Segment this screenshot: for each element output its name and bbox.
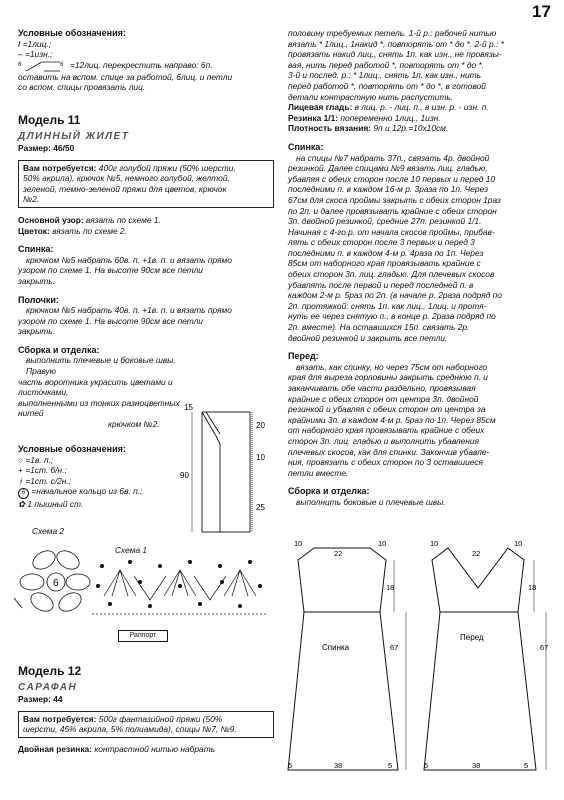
legend2-sc: + =1ст. б/н.; — [18, 465, 67, 476]
assembly-text — [18, 355, 198, 429]
back-dim: 10 — [294, 540, 303, 548]
front-line: сторон 3п. лиц. гладью и выполнить убавления — [288, 435, 480, 446]
front-instructions — [288, 362, 534, 479]
model11-materials-box — [18, 160, 274, 208]
vest-dim: 90 — [180, 471, 189, 480]
materials2-line: шерсти, 45% акрила, 5% полиамида), спицы №7, №9. — [23, 724, 237, 735]
back-line: 3п. двойной резинкой, средние 27п. резинкой 1/1. — [288, 216, 482, 227]
vest-dim: 20 — [256, 421, 265, 430]
materials-line: зеленой, темно-зеленой пряжи для цветов, крючок — [23, 183, 227, 194]
model12-materials-box — [18, 711, 274, 738]
back-line: 2п. вместе). На оставшихся 15п. связать 2р. — [288, 322, 470, 333]
materials-line: 400г голубой пряжи (50% шерсти, — [98, 162, 236, 173]
cable-cross-icon — [24, 60, 64, 72]
model11-name: ДЛИННЫЙ ЖИЛЕТ — [18, 130, 130, 142]
back-line: Начиная с 4-го р. от начала скосов проймы, прибав- — [288, 226, 495, 237]
legend2-puff: ✿ 1 пышный ст. — [18, 499, 84, 510]
front-piece-label: Перед — [460, 633, 484, 642]
back-line: 85см от наборного края провязывать крайние с — [288, 258, 481, 269]
legend-item-purl: – =1изн.; — [18, 49, 53, 60]
model11-title: Модель 11 — [18, 112, 81, 127]
flower-line: Цветок: вязать по схеме 2. — [18, 225, 127, 236]
back-line: лять с обеих сторон после 3 первых и перед 3 — [288, 237, 475, 248]
vest-body-outline — [202, 412, 250, 532]
front-dim: 18 — [528, 583, 537, 592]
back-dim: 38 — [334, 761, 343, 770]
ring-icon: 6 — [18, 488, 29, 499]
right-column — [288, 28, 534, 508]
back-dim: 10 — [378, 540, 387, 548]
back-line: двойной резинкой и закрыть все петли. — [288, 332, 448, 343]
front-line: плечевых скосов, как для спинки. Закончив убавле- — [288, 446, 490, 457]
legend2-dc2: ᚼ =1ст. с/2н.; — [18, 475, 72, 486]
scheme2-label: Схема 2 — [32, 526, 65, 536]
back-dim: 5 — [388, 761, 393, 770]
back-line: узором по схеме 1. На высоте 90см все петли — [18, 265, 203, 276]
legend2 — [18, 444, 178, 510]
scheme1-label: Схема 1 — [115, 545, 148, 555]
vest-diagram — [180, 398, 280, 548]
front-dim: 5 — [424, 761, 429, 770]
model12-name: САРАФАН — [18, 682, 78, 693]
model12-title: Модель 12 — [18, 664, 82, 678]
rib-line: Двойная резинка: контрастной нитью набрать — [18, 743, 216, 754]
intro-line: провязать накид лиц., снять 1п. как изн., не провязы- — [288, 49, 502, 60]
back-dim: 18 — [386, 583, 395, 592]
front-line: крайними 3п. в каждом 4-м р. 5раз по 1п. Через 85см — [288, 414, 496, 425]
back-piece-outline — [288, 548, 398, 770]
intro-line: перед работой *, повторять от * до *, в готовой — [288, 80, 486, 91]
back-heading: Спинка: — [18, 244, 54, 255]
scheme2-flower — [12, 538, 102, 618]
cable-text-3: со вспом. спицы провязать лиц. — [18, 82, 146, 93]
front-dim: 22 — [472, 549, 481, 558]
vest-dim: 10 — [256, 453, 265, 462]
legend2-title: Условные обозначения: — [18, 444, 126, 454]
front-line: заканчивать обе части раздельно, провязывая — [288, 383, 476, 393]
intro-line: вая, нить перед работой *, повторять от * до *. — [288, 59, 485, 70]
back-dim: 22 — [334, 549, 343, 558]
back-line: обеих сторон 3п. лиц. гладью. Для плечевых скосов — [288, 269, 495, 280]
front-line: петли вместе. — [288, 467, 349, 478]
back-line: на спицы №7 набрать 37п., связать 4р. двойной — [296, 152, 490, 163]
back-line: крючком №5 набрать 60в. п. +1в. п. и вязать прямо — [26, 254, 232, 265]
gauge-line: Плотность вязания: 9п и 12р.=10х10см. — [288, 123, 449, 134]
front-dim: 10 — [430, 540, 439, 548]
back-line: по 2п. и далее провязывать крайние с обеих сторон — [288, 205, 497, 216]
back-line: убавлять после первой и перед последней п. в — [288, 279, 474, 290]
page-number: 17 — [532, 2, 551, 21]
assembly-line: крючком №2. — [108, 419, 160, 430]
front-dim: 38 — [472, 761, 481, 770]
back-line: закрыть. — [18, 275, 55, 286]
vest-dim: 15 — [184, 403, 193, 412]
front-dim: 5 — [524, 761, 529, 770]
materials-line: №2. — [23, 194, 40, 205]
front-line: от наборного края провязывать крайние с обеих — [288, 425, 485, 436]
fronts-heading: Полочки: — [18, 294, 59, 305]
cable-count-left: 6 — [18, 61, 22, 68]
rapport-box: Раппорт — [118, 630, 168, 642]
back-dim: 5 — [288, 761, 293, 770]
legend2-chain: ○ =1в. п.; — [18, 454, 54, 465]
back-line: последними п. в каждом 16-м р. 3раза по 1п. Через — [288, 184, 489, 195]
intro-line: половину требуемых петель. 1-й р.: рабочей нитью — [288, 28, 497, 38]
assembly-text-2: выполнить боковые и плечевые швы. — [296, 496, 446, 507]
scheme2-center-number: 6 — [53, 578, 59, 589]
materials2-label: Вам потребуется: — [23, 713, 97, 724]
back-line: резинкой. Далее спицами №9 вязать лиц. гладью, — [288, 163, 488, 174]
assembly-line: часть воротника украсить цветами и листочками, — [18, 376, 173, 398]
stockinette-line: Лицевая гладь: в лиц. р. - лиц. п., в изн. р. - изн. п. — [288, 102, 489, 113]
intro-line: вязать * 1лиц., 1накид *, повторять от * до *. 2-й р.: * — [288, 38, 504, 49]
assembly-line: выполнить плечевые и боковые швы. Правую — [26, 355, 176, 377]
fronts-line: узором по схеме 1. На высоте 90см все петли — [18, 315, 203, 326]
fronts-line: закрыть. — [18, 326, 55, 337]
legend-title: Условные обозначения: — [18, 28, 126, 38]
model12-size: Размер: 44 — [18, 694, 63, 704]
legend-item-cable — [18, 60, 274, 72]
back-instructions — [288, 153, 534, 344]
materials2-line: 500г фантазийной пряжи (50% — [98, 713, 223, 724]
back-line: убавляя с обеих сторон после 10 первых и перед 10 — [288, 173, 496, 184]
front-heading: Перед: — [288, 351, 319, 362]
materials-line: 50% акрила), крючок №5, немного голубой, желтой, — [23, 173, 230, 184]
front-dim: 10 — [514, 540, 523, 548]
back-dim: 67 — [390, 643, 399, 652]
front-line: края для выреза горловины закрыть среднюю п. и — [288, 372, 488, 383]
back-line: последними п. в каждом 4-м р. 4раза по 1п. Через — [288, 247, 484, 258]
assembly-line: выполненными из тонких разноцветных нитей — [18, 397, 180, 419]
sundress-pattern — [282, 540, 560, 780]
materials-label: Вам потребуется: — [23, 162, 97, 173]
legend2-ring: 6 =начальное кольцо из 6в. п.; — [18, 486, 178, 499]
scheme1-diagram — [90, 556, 270, 628]
cable-text-2: оставить на вспом. спице за работой, 6лиц. и петли — [18, 71, 233, 82]
vest-dim: 25 — [256, 503, 265, 512]
front-line: резинкой и убавляя с обеих сторон от центра за — [288, 404, 486, 415]
assembly-heading: Сборка и отделка: — [18, 344, 100, 355]
intro-line: детали контрастную нить распустить. — [288, 91, 454, 102]
front-piece-outline — [424, 548, 536, 770]
cable-text: =12лиц. перекрестить направо: 6п. — [70, 59, 213, 70]
model11-size: Размер: 46/50 — [18, 142, 75, 153]
back-piece-label: Спинка — [322, 643, 350, 652]
back-line: нуть ее через снятую п., в конце р. 2раза подряд по — [288, 311, 496, 322]
front-line: вязать, как спинку, но через 75см от наборного — [296, 361, 488, 372]
front-line: ния, провязать с обеих сторон по 3 оставшиеся — [288, 457, 484, 468]
back-line: 2п. протяжкой: снять 1п. как лиц., 1лиц. и протя- — [288, 300, 487, 311]
intro-line: 3-й и послед. р.: * 1лиц., снять 1п. как изн., нить — [288, 70, 482, 81]
back-line: каждом 2-м р. 5раз по 2п. (в начале р. 2раза подряд по — [288, 290, 502, 301]
legend-item-knit: I =1лиц.; — [18, 38, 52, 49]
back-line: 67см для скоса проймы закрыть с обеих сторон 1раз — [288, 194, 501, 205]
back-heading-2: Спинка: — [288, 141, 324, 152]
assembly-heading-2: Сборка и отделка: — [288, 486, 370, 497]
fronts-line: крючком №5 набрать 40в. п. +1в. п. и вязать прямо — [26, 305, 232, 316]
model12-section — [18, 664, 274, 754]
pattern-line: Основной узор: вязать по схеме 1. — [18, 214, 161, 225]
purl-symbol: – — [18, 49, 23, 60]
cable-count-right: 6 — [60, 61, 64, 68]
knit-symbol: I — [18, 38, 21, 49]
left-column — [18, 28, 274, 430]
rib11-line: Резинка 1/1: попеременно 1лиц., 1изн. — [288, 112, 441, 123]
front-dim: 67 — [540, 643, 549, 652]
front-line: крайние с обеих сторон от центра 3п. двойной — [288, 393, 479, 404]
